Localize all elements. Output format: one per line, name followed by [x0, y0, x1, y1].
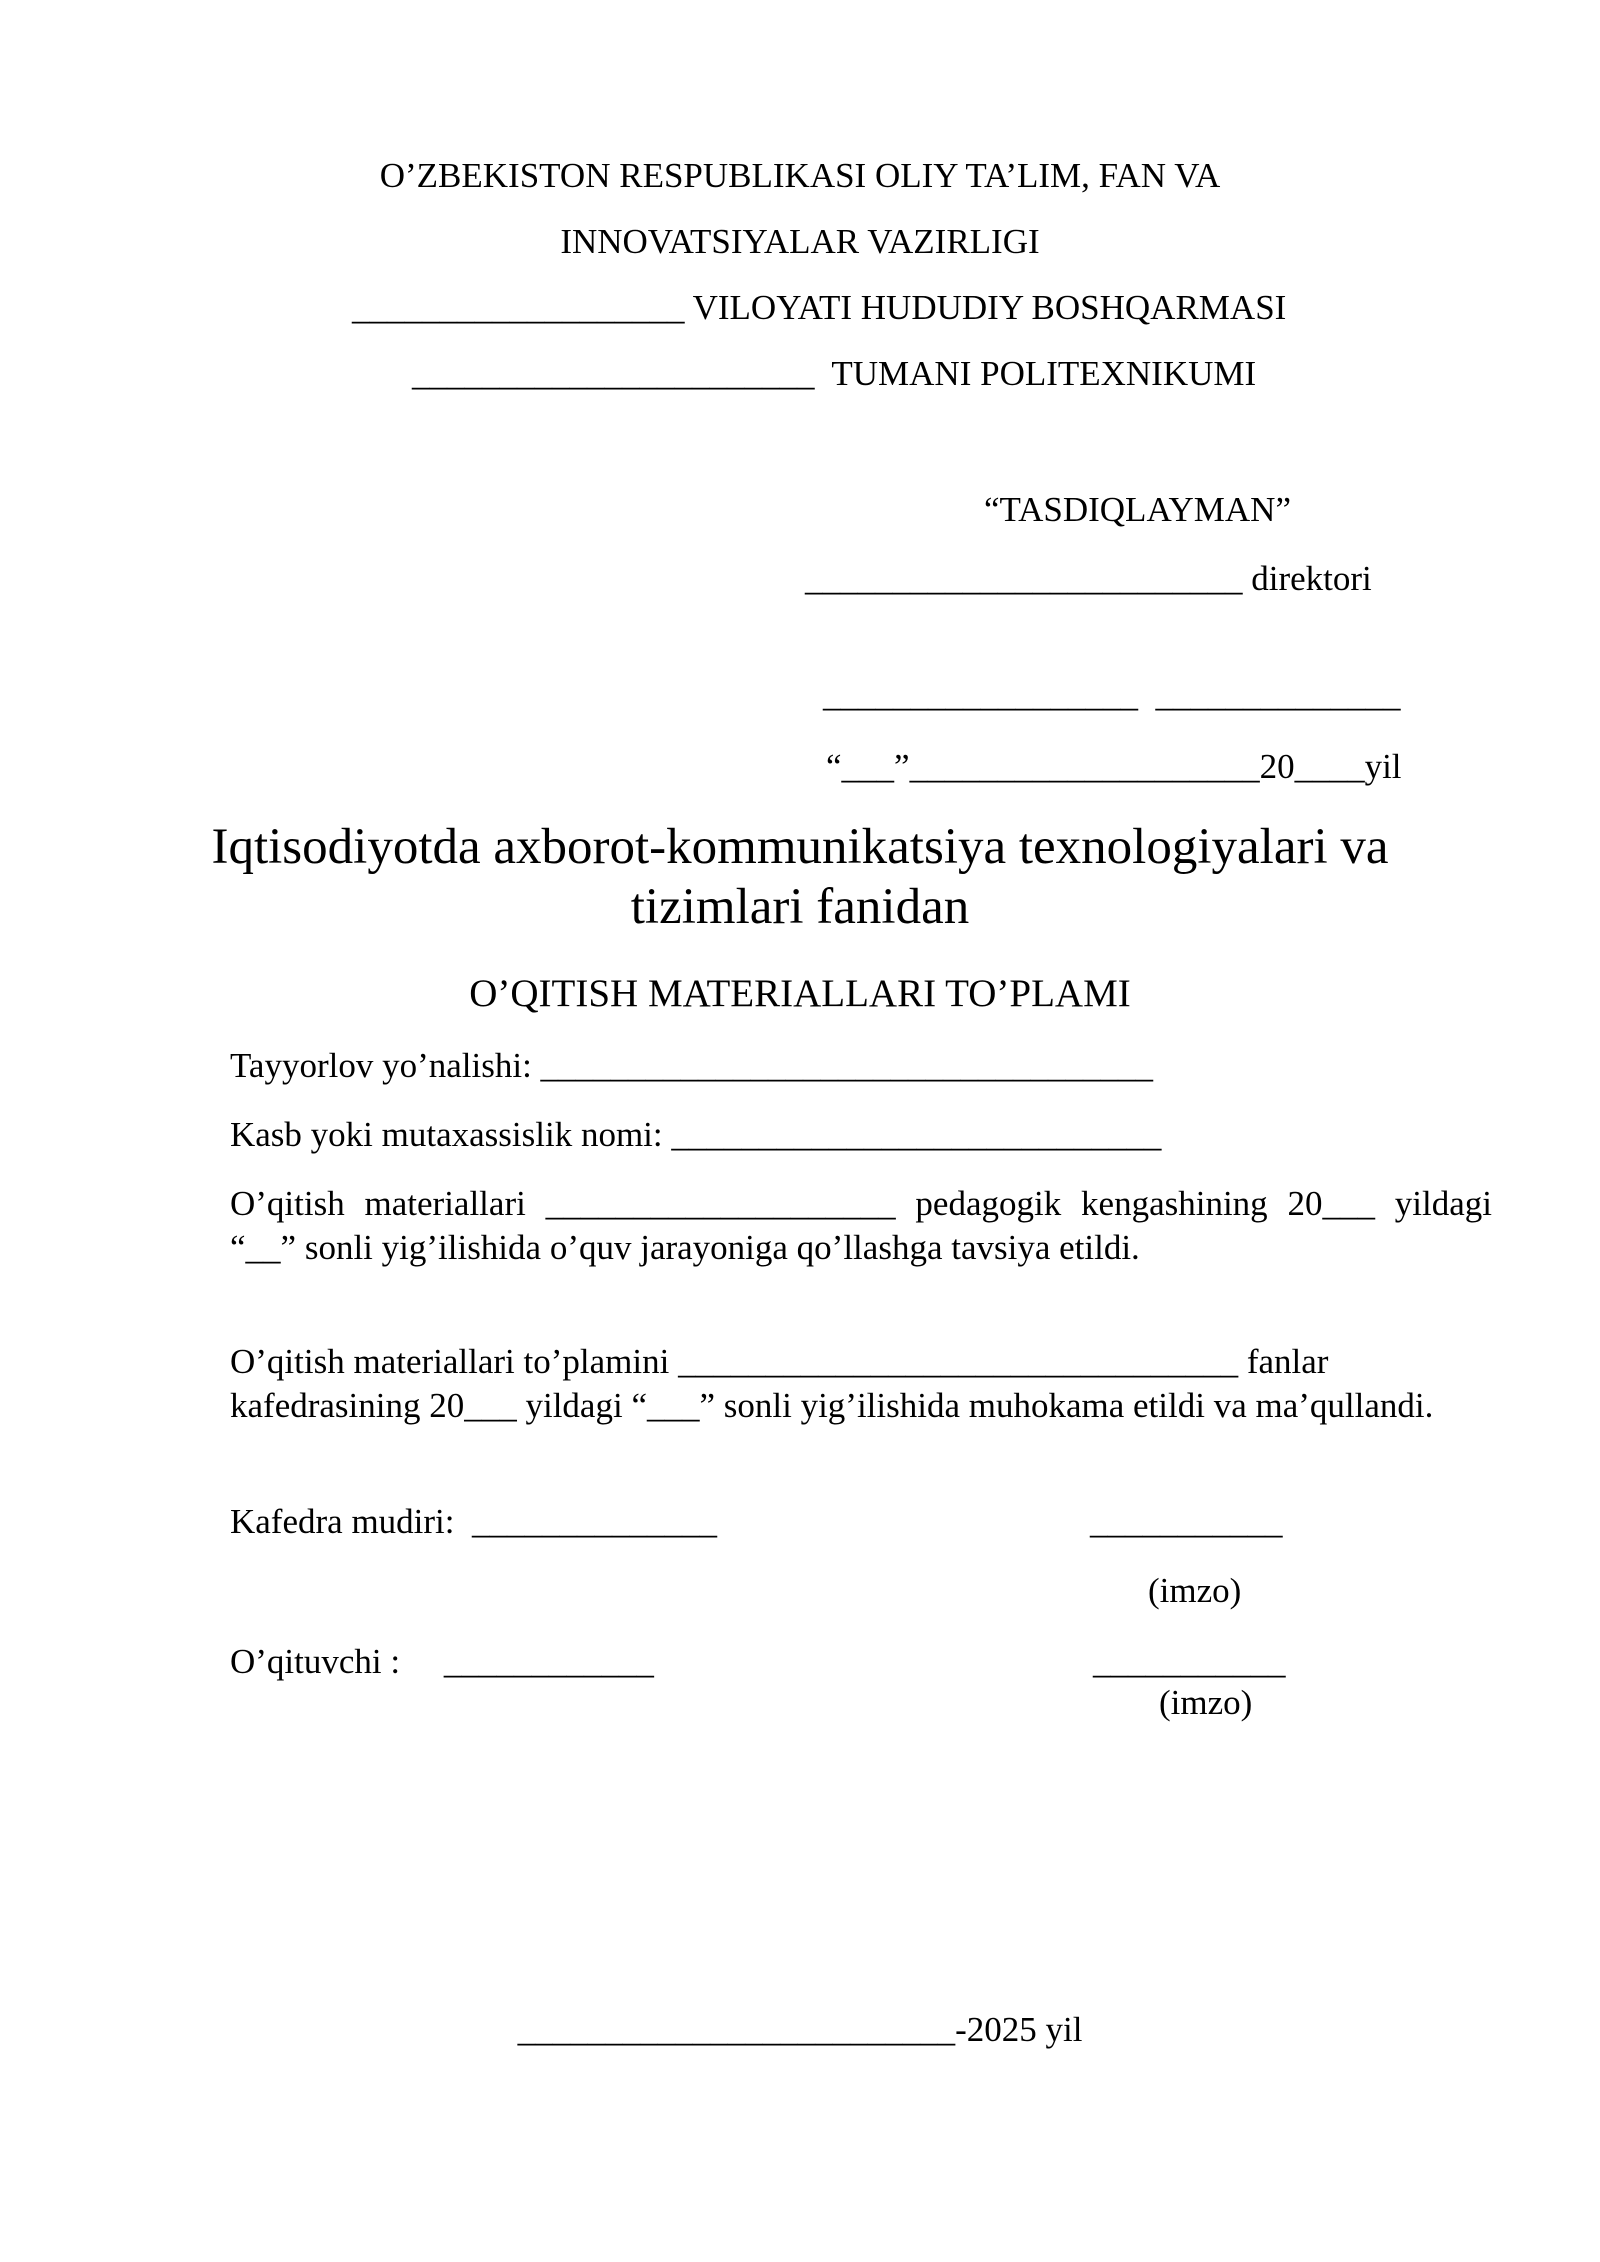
head-signature-line: ___________ [1090, 1502, 1283, 1541]
direction-field: Tayyorlov yo’nalishi: ___________________________________ [230, 1046, 1154, 1085]
teacher-label: O’qituvchi : ____________ [230, 1642, 654, 1681]
approval-title: “TASDIQLAYMAN” [984, 490, 1291, 529]
profession-field: Kasb yoki mutaxassislik nomi: ____________________________ [230, 1115, 1162, 1154]
ministry-line-2: INNOVATSIYALAR VAZIRLIGI [560, 222, 1040, 261]
recommendation-paragraph: O’qitish materiallari ____________________ pedagogik kengashining 20___ yildagi “__” sonli yig’ilishida o’quv jarayoniga qo’llashga tavsiya etildi. [230, 1184, 1492, 1267]
main-title-line-2: tizimlari fanidan [630, 879, 970, 935]
approval-signature-line: __________________ ______________ [823, 675, 1401, 714]
main-title-line-1: Iqtisodiyotda axborot-kommunikatsiya texnologiyalari va [211, 819, 1389, 875]
head-imzo-caption: (imzo) [1148, 1571, 1242, 1610]
head-of-department-label: Kafedra mudiri: ______________ [230, 1502, 717, 1541]
director-line: _________________________ direktori [805, 559, 1372, 598]
district-line: _______________________ TUMANI POLITEXNIKUMI [412, 354, 1257, 393]
teacher-imzo-caption: (imzo) [1159, 1683, 1253, 1722]
discussion-paragraph: O’qitish materiallari to’plamini ________________________________ fanlar kafedrasining 20___ yildagi “___” sonli yig’ilishida muhokama etildi va ma’qullandi. [230, 1342, 1434, 1425]
approval-date-line: “___”____________________20____yil [826, 747, 1402, 786]
region-line: ___________________ VILOYATI HUDUDIY BOSHQARMASI [352, 288, 1287, 327]
teacher-signature-line: ___________ [1093, 1642, 1286, 1681]
document-subtitle: O’QITISH MATERIALLARI TO’PLAMI [469, 972, 1131, 1015]
ministry-line-1: O’ZBEKISTON RESPUBLIKASI OLIY TA’LIM, FAN VA [379, 156, 1221, 195]
footer-year-line: _________________________-2025 yil [517, 2010, 1083, 2049]
